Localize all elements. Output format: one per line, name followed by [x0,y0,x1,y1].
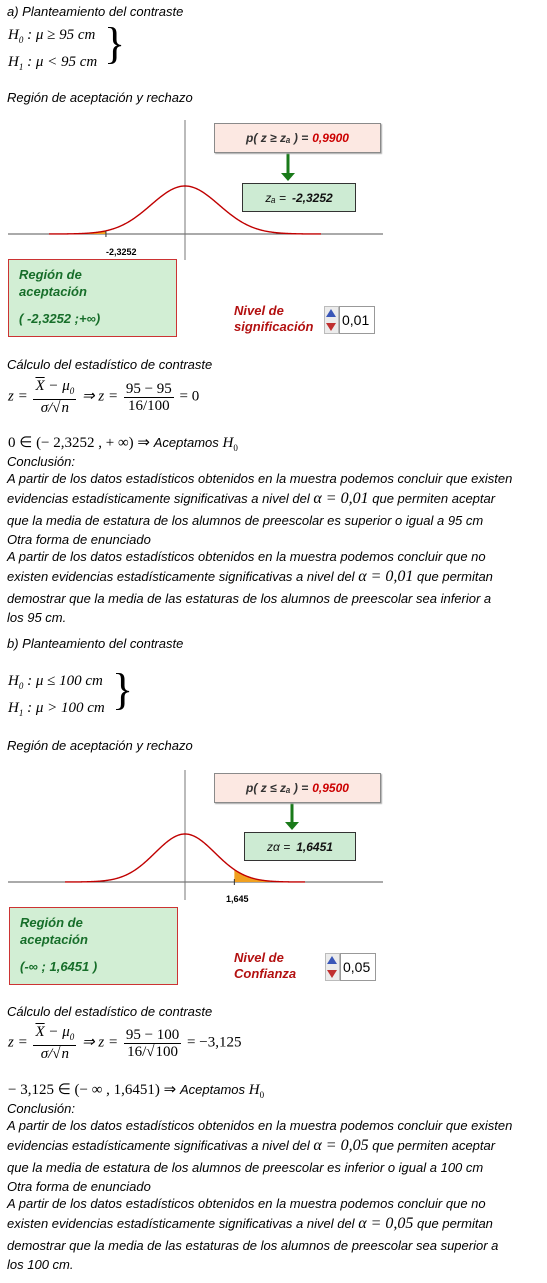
critical-value-box [244,832,356,861]
acceptance-interval: ( -2,3252 ;+∞) [19,311,101,326]
probability-label: p( z ≥ zₐ ) = [246,131,309,145]
nivel-label: Nivel de significación [234,303,314,334]
arrowhead-icon [285,822,299,830]
critical-tick-label: -2,3252 [106,247,137,257]
part-b-hypotheses [8,670,105,724]
critical-value: 1,6451 [296,839,333,854]
part-b-calc-title: Cálculo del estadístico de contraste [7,1004,213,1019]
acceptance-region-box [8,259,177,337]
hypothesis-brace: } [104,19,126,68]
part-a-calc-title: Cálculo del estadístico de contraste [7,357,213,372]
spin-up-icon[interactable] [327,956,337,964]
part-a-formula: z = $\frac{\overline{X} - \mu_0}{\sigma/√n}$ ⇒ z = $\frac{95 - 95}{16/100}$ = 0 [8,378,200,416]
acceptance-interval: (-∞ ; 1,6451 ) [20,959,98,974]
acceptance-title-line1: Región de [19,267,82,282]
critical-value-label: zₐ = [265,190,286,205]
part-a-hypotheses [8,24,97,78]
part-b-formula: z = $\frac{\overline{X} - \mu_0}{\sigma/√n}$ ⇒ z = $\frac{95 - 100}{16/√100}$ = −3,125 [8,1024,242,1062]
critical-value-box [242,183,356,212]
part-b-conclusion: Conclusión: A partir de los datos estadísticos obtenidos en la muestra podemos concluir que existen evidencias estadísticamente significativas a nivel del α = 0,05 que permiten aceptar que la media de estatura de los alumnos de preescolar es inferior o igual a 100 cm Otra forma de enunciado A partir de los datos estadísticos obtenidos en la muestra podemos concluir que no existen evidencias estadísticamente significativas a nivel del α = 0,05 que permitan demostrar que la media de las estaturas de los alumnos de preescolar sea superior a los 100 cm. [7,1101,513,1272]
probability-box [214,123,381,153]
critical-tick-label: 1,645 [226,894,249,904]
spin-down-icon[interactable] [327,970,337,978]
part-b-heading: b) Planteamiento del contraste [7,636,184,651]
part-b-membership: − 3,125 ∈ (− ∞ , 1,6451) ⇒ Aceptamos $H_0$ [8,1082,265,1100]
level-value[interactable]: 0,05 [340,953,376,981]
acceptance-region-box [9,907,178,985]
h0-hypothesis: $H_0$ : μ ≥ 95 cm [8,27,96,45]
level-value[interactable]: 0,01 [339,306,375,334]
h0-hypothesis: $H_0$ : μ ≤ 100 cm [8,673,103,691]
h1-hypothesis: $H_1$ : μ > 100 cm [8,700,105,718]
probability-box [214,773,381,803]
probability-value: 0,9500 [312,781,349,795]
hypothesis-brace: } [112,665,134,714]
acceptance-title-line1: Región de [20,915,83,930]
nivel-label: Nivel de Confianza [234,950,297,981]
spin-up-icon[interactable] [326,309,336,317]
spin-down-icon[interactable] [326,323,336,331]
probability-label: p( z ≤ zₐ ) = [246,781,309,795]
level-spinner[interactable] [324,306,339,334]
acceptance-title-line2: aceptación [19,284,87,299]
part-a-region-title: Región de aceptación y rechazo [7,90,193,105]
arrowhead-icon [281,173,295,181]
part-b-region-title: Región de aceptación y rechazo [7,738,193,753]
acceptance-title-line2: aceptación [20,932,88,947]
level-spinner[interactable] [325,953,340,981]
part-a-heading: a) Planteamiento del contraste [7,4,184,19]
critical-value: -2,3252 [291,190,333,205]
h1-hypothesis: $H_1$ : μ < 95 cm [8,54,98,72]
part-a-conclusion: Conclusión: A partir de los datos estadísticos obtenidos en la muestra podemos concluir que existen evidencias estadísticamente significativas a nivel del α = 0,01 que permiten aceptar que la media de estatura de los alumnos de preescolar es superior o igual a 95 cm Otra forma de enunciado A partir de los datos estadísticos obtenidos en la muestra podemos concluir que no existen evidencias estadísticamente significativas a nivel del α = 0,01 que permitan demostrar que la media de las estaturas de los alumnos de preescolar sea inferior a los 95 cm. [7,454,513,625]
probability-value: 0,9900 [312,131,349,145]
part-a-membership: 0 ∈ (− 2,3252 , + ∞) ⇒ Aceptamos $H_0$ [8,435,238,453]
critical-value-label: zα = [267,839,291,854]
